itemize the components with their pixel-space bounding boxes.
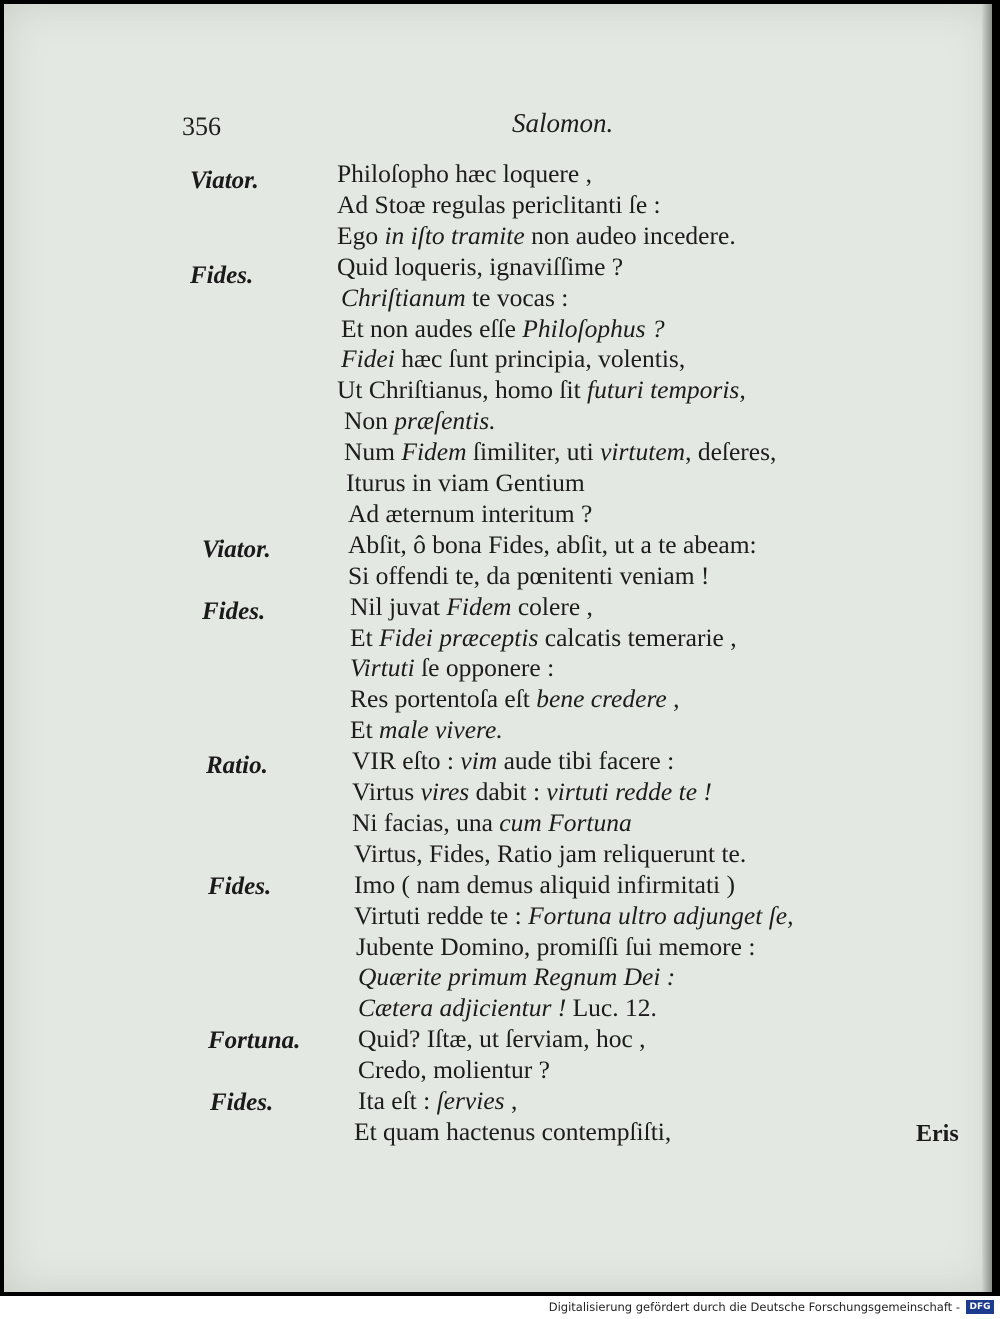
speaker-label: Viator.	[202, 536, 271, 563]
verse-segment: Non	[344, 406, 395, 436]
verse-line	[337, 221, 736, 251]
verse-segment-italic: male vivere.	[379, 715, 503, 745]
speaker-label: Ratio.	[206, 752, 268, 779]
verse-line	[358, 1024, 646, 1054]
running-head: Salomon.	[512, 108, 614, 138]
verse-segment-italic: Fidem	[446, 591, 512, 621]
verse-segment: Nil juvat	[350, 591, 447, 621]
verse-line	[358, 1055, 550, 1085]
verse-segment: Luc. 12.	[566, 993, 657, 1023]
speaker-label: Fides.	[208, 873, 272, 900]
verse-line	[348, 561, 709, 591]
verse-line	[350, 715, 503, 745]
verse-line	[337, 159, 592, 189]
verse-segment-italic: in iſto tramite	[384, 220, 525, 250]
verse-segment-italic: Fidem	[401, 437, 467, 467]
verse-segment: Quid? Iſtæ, ut ſerviam, hoc ,	[358, 1024, 646, 1054]
speaker-label: Fortuna.	[208, 1027, 301, 1054]
verse-line	[337, 190, 661, 220]
verse-line	[344, 437, 776, 467]
verse-segment: ſimiliter, uti	[466, 437, 601, 467]
page-edge	[982, 4, 992, 1292]
verse-line	[337, 252, 623, 282]
speaker-label: Fides.	[202, 598, 266, 625]
verse-segment-italic: virtutem	[600, 437, 686, 467]
verse-line	[350, 592, 593, 622]
verse-segment: ,	[666, 684, 680, 714]
verse-segment: Res portentoſa eſt	[350, 684, 537, 714]
verse-line	[346, 468, 585, 498]
verse-segment: Ego	[337, 220, 385, 250]
verse-segment: Philoſopho hæc loquere ,	[337, 159, 592, 188]
verse-line	[350, 653, 554, 683]
verse-segment-italic: Cætera adjicientur !	[358, 993, 567, 1023]
verse-line	[354, 870, 735, 900]
verse-segment-italic: futuri temporis,	[587, 375, 746, 405]
verse-segment: non audeo incedere.	[524, 220, 736, 250]
page-number: 356	[182, 112, 221, 141]
verse-line	[354, 839, 746, 869]
verse-segment: Imo ( nam demus aliquid infirmitati )	[354, 869, 736, 899]
verse-segment-italic: Philoſophus ?	[522, 313, 665, 343]
verse-segment: Ad Stoæ regulas periclitanti ſe :	[337, 189, 661, 219]
verse-line	[350, 684, 680, 714]
verse-segment: Quid loqueris, ignaviſſime ?	[337, 251, 624, 281]
verse-line	[344, 406, 496, 436]
verse-line	[356, 932, 755, 962]
verse-segment: , deſeres,	[685, 437, 777, 467]
verse-segment-italic: bene credere	[536, 684, 667, 714]
verse-segment: Abſit, ô bona Fides, abſit, ut a te abeam:	[348, 529, 757, 559]
verse-segment: Et	[350, 715, 380, 745]
verse-segment: Et	[350, 622, 380, 652]
verse-segment-italic: virtuti redde te !	[546, 777, 712, 806]
verse-segment: calcatis temerarie ,	[538, 622, 737, 652]
verse-segment: te vocas :	[465, 282, 569, 312]
verse-line	[350, 623, 737, 653]
verse-segment: dabit :	[469, 777, 547, 806]
verse-segment-italic: Chriſtianum	[341, 282, 466, 312]
speaker-label: Fides.	[190, 262, 254, 289]
speaker-label: Viator.	[190, 167, 259, 194]
verse-segment-italic: vim	[460, 746, 498, 776]
verse-line	[341, 314, 665, 344]
footer-text: Digitalisierung gefördert durch die Deutsche Forschungsgemeinschaft -	[548, 1300, 960, 1314]
verse-segment: ſe opponere :	[414, 653, 555, 683]
dfg-logo: DFG	[966, 1300, 994, 1314]
speaker-label: Fides.	[210, 1089, 274, 1116]
verse-segment: Virtus	[352, 777, 421, 806]
verse-line	[348, 530, 757, 560]
verse-segment: Ad æternum interitum ?	[348, 498, 593, 528]
verse-segment: Et quam hactenus contempſiſti,	[354, 1116, 672, 1146]
verse-segment: Ita eſt :	[358, 1086, 437, 1115]
verse-segment: aude tibi facere :	[497, 746, 675, 776]
verse-segment: Virtuti redde te :	[354, 900, 529, 930]
verse-segment-italic: Fidei præceptis	[379, 622, 539, 652]
verse-segment: Num	[344, 437, 402, 467]
verse-segment-italic: Fidei	[341, 344, 395, 374]
verse-segment-italic: Fortuna ultro adjunget ſe,	[528, 900, 794, 930]
verse-line	[341, 344, 685, 374]
verse-line	[337, 375, 746, 405]
verse-segment-italic: ſervies	[436, 1086, 505, 1115]
verse-segment: Credo, molientur ?	[358, 1055, 550, 1085]
verse-line	[348, 499, 592, 529]
verse-segment-italic: vires	[420, 777, 470, 806]
verse-segment: Ni facias, una	[352, 807, 500, 837]
verse-line	[341, 283, 568, 313]
verse-line	[358, 962, 675, 992]
verse-line	[354, 1117, 671, 1147]
verse-segment-italic: Quærite primum Regnum Dei :	[358, 962, 676, 992]
verse-segment: Jubente Domino, promiſſi ſui memore :	[356, 931, 756, 961]
verse-segment: VIR eſto :	[352, 746, 461, 776]
verse-segment-italic: Virtuti	[350, 653, 415, 683]
verse-line	[352, 808, 632, 838]
verse-segment: ,	[504, 1086, 518, 1115]
verse-segment: Virtus, Fides, Ratio jam reliquerunt te.	[354, 838, 747, 868]
verse-segment: Si offendi te, da pœnitenti veniam !	[348, 560, 710, 590]
verse-line	[358, 993, 657, 1023]
book-page	[4, 4, 992, 1292]
verse-segment: hæc ſunt principia, volentis,	[394, 344, 686, 374]
verse-segment: Et non audes eſſe	[341, 313, 523, 343]
verse-segment-italic: præſentis.	[394, 406, 496, 436]
verse-line	[352, 777, 712, 807]
verse-segment: Ut Chriſtianus, homo ſit	[337, 375, 588, 405]
footer-bar	[0, 1296, 1000, 1319]
verse-segment-italic: cum Fortuna	[499, 807, 632, 837]
verse-line	[354, 901, 793, 931]
verse-line	[358, 1086, 517, 1116]
verse-line	[352, 746, 674, 776]
verse-segment: Iturus in viam Gentium	[346, 468, 585, 497]
verse-segment: colere ,	[511, 591, 593, 621]
catchword: Eris	[916, 1121, 959, 1147]
